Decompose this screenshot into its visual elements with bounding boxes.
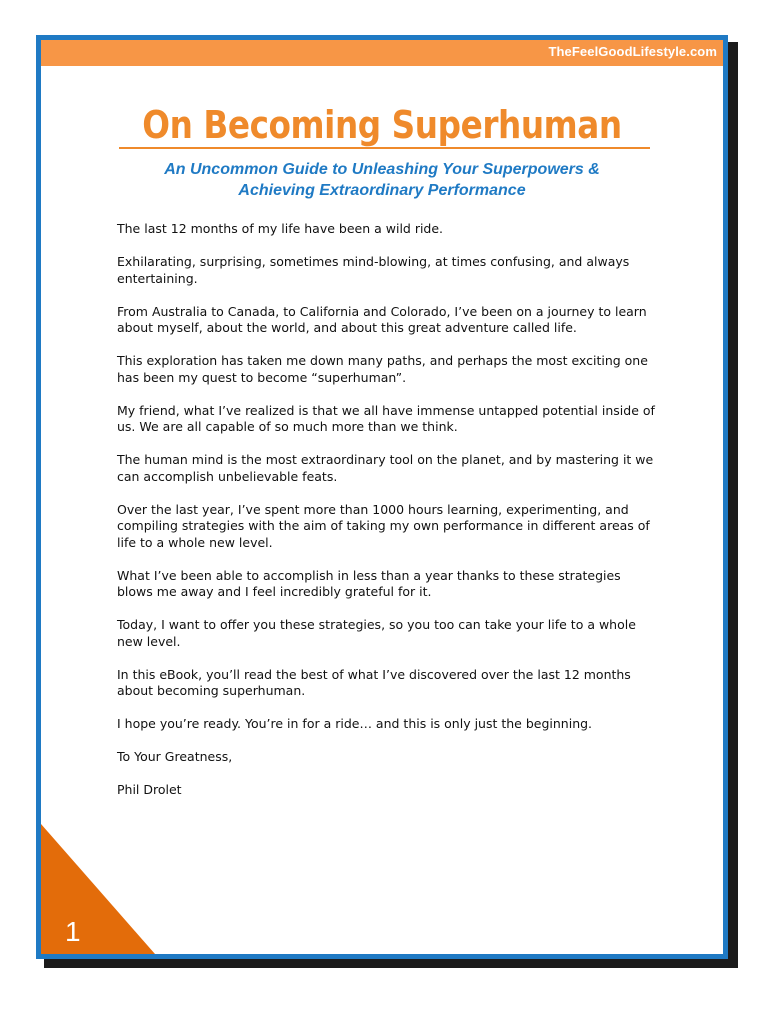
title-underline — [119, 147, 650, 149]
subtitle-line-1: An Uncommon Guide to Unleashing Your Superpowers & — [164, 161, 600, 178]
page-number: 1 — [65, 916, 81, 947]
paragraph: Today, I want to offer you these strategies, so you too can take your life to a whole new level. — [117, 617, 636, 649]
closing-line: To Your Greatness, — [117, 749, 233, 764]
paragraph: The last 12 months of my life have been a wild ride. — [117, 221, 444, 236]
paragraph: Over the last year, I’ve spent more than 1000 hours learning, experimenting, and compiling strategies with the aim of taking my own performance in different areas of life to a whole new level. — [117, 501, 650, 550]
author-signature: Phil Drolet — [117, 782, 182, 797]
paragraph: I hope you’re ready. You’re in for a ride… and this is only just the beginning. — [117, 716, 593, 731]
document-title: On Becoming Superhuman — [142, 103, 622, 147]
paragraph: In this eBook, you’ll read the best of what I’ve discovered over the last 12 months about becoming superhuman. — [117, 666, 631, 698]
paragraph: What I’ve been able to accomplish in less than a year thanks to these strategies blows me away and I feel incredibly grateful for it. — [117, 567, 621, 599]
document-page — [36, 35, 728, 959]
paragraph: My friend, what I’ve realized is that we all have immense untapped potential inside of us. We are all capable of so much more than we think. — [117, 402, 655, 434]
paragraph: From Australia to Canada, to California and Colorado, I’ve been on a journey to learn about myself, about the world, and about this great adventure called life. — [117, 303, 647, 335]
paragraph: The human mind is the most extraordinary tool on the planet, and by mastering it we can accomplish unbelievable feats. — [117, 452, 654, 484]
subtitle-line-2: Achieving Extraordinary Performance — [238, 182, 526, 199]
paragraph: Exhilarating, surprising, sometimes mind-blowing, at times confusing, and always entertaining. — [117, 254, 630, 286]
document-body — [117, 221, 657, 815]
document-subtitle — [41, 159, 723, 201]
site-url: TheFeelGoodLifestyle.com — [548, 44, 717, 59]
corner-triangle — [41, 824, 155, 954]
paragraph: This exploration has taken me down many paths, and perhaps the most exciting one has been my quest to become “superhuman”. — [117, 353, 648, 385]
header-bar — [41, 40, 723, 66]
